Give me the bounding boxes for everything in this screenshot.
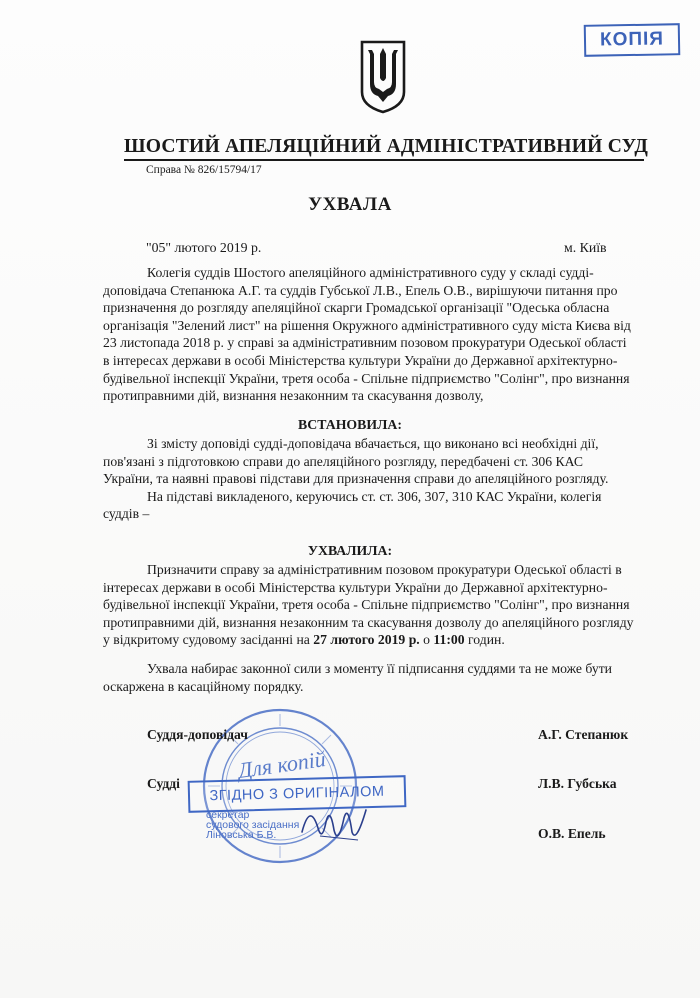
document-city: м. Київ — [564, 240, 607, 255]
sig-judge2-name: Л.В. Губська — [538, 776, 617, 791]
text-line: На підставі викладеного, керуючись ст. ст. 306, 307, 310 КАС України, колегія — [147, 488, 602, 504]
hearing-prefix: у відкритому судовому засіданні на — [103, 632, 314, 648]
seal-text: Для копій — [236, 746, 328, 783]
text-line: пов'язані з підготовкою справи до апеляційного розгляду, передбачені ст. 306 КАС — [103, 453, 583, 469]
text-line: будівельної інспекції України, третя особа - Спільне підприємство "Солінг", про визнання — [103, 370, 630, 386]
force-paragraph — [103, 660, 668, 695]
established-paragraph — [103, 435, 668, 523]
text-line: протиправними дій, визнання незаконним та скасування дозволу до апеляційного розгляду — [103, 614, 634, 630]
text-line: організація "Зелений лист" на рішення Окружного адміністративного суду міста Києва від — [103, 317, 631, 333]
sig-judges-role: Судді — [147, 776, 180, 791]
text-line: Ухвала набирає законної сили з моменту її підписання суддями та не може бути — [147, 661, 613, 676]
header-rule — [124, 159, 644, 161]
stamp-line: судового засідання — [206, 819, 300, 831]
hearing-time: 11:00 — [433, 632, 465, 648]
hearing-line — [103, 631, 668, 649]
text-line: протиправними дій, визнання незаконним та скасування дозволу, — [103, 388, 484, 404]
text-line: оскаржена в касаційному порядку. — [103, 678, 304, 694]
stamp-line: Ліновська Б.В. — [206, 829, 277, 841]
true-copy-stamp: ЗГІДНО З ОРИГІНАЛОМ — [188, 775, 407, 813]
text-line: Колегія суддів Шостого апеляційного адміністративного суду у складі судді- — [147, 265, 594, 280]
case-number: Справа № 826/15794/17 — [146, 164, 262, 176]
text-line: інтересах держави в особі Міністерства культури України до Державної архітектурно- — [103, 579, 608, 595]
document-date: "05" лютого 2019 р. — [146, 240, 262, 255]
decided-header: УХВАЛИЛА: — [307, 543, 393, 558]
document-title: УХВАЛА — [308, 194, 392, 215]
text-line: будівельної інспекції України, третя особа - Спільне підприємство "Солінг", про визнання — [103, 597, 630, 613]
copy-stamp: КОПІЯ — [584, 23, 681, 57]
text-line: України, та наявні правові підстави для призначення справи до апеляційного розгляду. — [103, 471, 609, 487]
text-line: 23 листопада 2018 р. у справі за адміністративним позовом прокуратури Одеської області — [103, 335, 627, 351]
decided-paragraph — [103, 561, 668, 649]
stamp-line: секретар — [206, 809, 250, 821]
established-header: ВСТАНОВИЛА: — [298, 417, 402, 432]
hearing-suffix: годин. — [464, 632, 505, 648]
text-line: Призначити справу за адміністративним позовом прокуратури Одеської області в — [147, 562, 622, 577]
text-line: суддів – — [103, 506, 150, 522]
text-line: в інтересах держави в особі Міністерства культури України до Державної архітектурно- — [103, 352, 618, 368]
text-line: призначення до розгляду апеляційної скарги Громадської організації "Одеська обласна — [103, 300, 610, 316]
hearing-mid: о — [419, 632, 434, 648]
signature-icon — [296, 792, 376, 852]
sig-rapporteur-role: Суддя-доповідач — [147, 727, 248, 742]
hearing-date: 27 лютого 2019 р. — [313, 632, 420, 648]
intro-paragraph — [103, 264, 668, 405]
text-line: доповідача Степанюка А.Г. та суддів Губської Л.В., Епель О.В., вирішуючи питання про — [103, 282, 618, 298]
sig-judge3-name: О.В. Епель — [538, 826, 606, 841]
sig-rapporteur-name: А.Г. Степанюк — [538, 727, 629, 742]
text-line: Зі змісту доповіді судді-доповідача вбачається, що виконано всі необхідні дії, — [147, 436, 599, 451]
coat-of-arms-icon — [358, 38, 408, 114]
court-name: ШОСТИЙ АПЕЛЯЦІЙНИЙ АДМІНІСТРАТИВНИЙ СУД — [124, 136, 649, 157]
